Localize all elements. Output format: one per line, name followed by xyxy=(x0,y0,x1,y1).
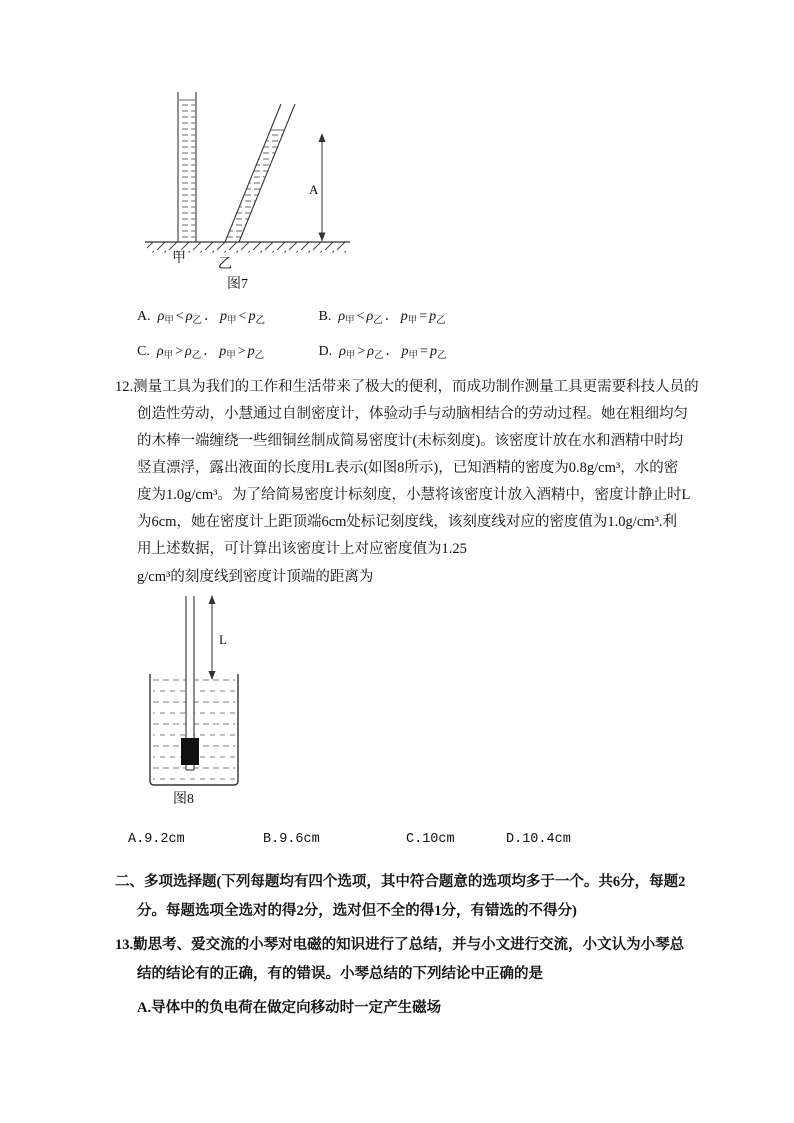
option-label: C. xyxy=(137,344,150,359)
option-label: A. xyxy=(137,309,151,324)
option-formula: $\rho_甲 < \rho_乙$ ． $p_甲 < p_乙$ xyxy=(157,309,265,326)
q12-line: 的木棒一端缠绕一些细铜丝制成简易密度计(未标刻度)。该密度计放在水和酒精中时均 xyxy=(137,433,684,449)
meter-length-label: L xyxy=(219,632,227,647)
ballast-weight xyxy=(181,738,199,765)
q12-line: 度为1.0g/cm³。为了给简易密度计标刻度，小慧将该密度计放入酒精中，密度计静止时L xyxy=(137,487,691,503)
option-formula: $\rho_甲 > \rho_乙$ ． $p_甲 = p_乙$ xyxy=(339,344,447,361)
option-formula: $\rho_甲 < \rho_乙$ ． $p_甲 = p_乙$ xyxy=(338,309,446,326)
section-2-line: 二、多项选择题(下列每题均有四个选项，其中符合题意的选项均多于一个。共6分，每题2 xyxy=(115,874,686,890)
q12-line: 12.测量工具为我们的工作和生活带来了极大的便利，而成功制作测量工具更需要科技人员的 xyxy=(115,379,699,395)
q12-line: 竖直漂浮，露出液面的长度用L表示(如图8所示)，已知酒精的密度为0.8g/cm³，水的密 xyxy=(137,460,679,476)
option-formula: $\rho_甲 > \rho_乙$ ． $p_甲 > p_乙$ xyxy=(156,344,265,361)
figure-8-caption: 图8 xyxy=(173,792,194,807)
q12-option-a: A.9.2cm xyxy=(128,832,185,847)
q12-options-row xyxy=(0,832,794,852)
q12-option-c: C.10cm xyxy=(406,832,455,847)
q12-option-b: B.9.6cm xyxy=(263,832,320,847)
question-13-text xyxy=(115,931,765,989)
q12-line: 用上述数据，可计算出该密度计上对应密度值为1.25 xyxy=(137,541,467,557)
label-jia: 甲 xyxy=(172,251,186,266)
q11-options-row-2 xyxy=(137,340,497,361)
option-label: B. xyxy=(318,309,332,324)
question-12-text xyxy=(115,374,755,563)
q13-line: 结的结论有的正确，有的错误。小琴总结的下列结论中正确的是 xyxy=(137,966,543,982)
q13-line: 13.勤思考、爱交流的小琴对电磁的知识进行了总结，并与小文进行交流，小文认为小琴总 xyxy=(115,937,685,953)
q11-option-d xyxy=(319,340,497,361)
q12-option-d: D.10.4cm xyxy=(506,832,571,847)
label-yi: 乙 xyxy=(218,257,232,272)
q11-option-b xyxy=(319,305,497,326)
figure-7-drawing xyxy=(145,90,355,295)
q12-line: 为6cm，她在密度计上距顶端6cm处标记刻度线，该刻度线对应的密度值为1.0g/cm³.利 xyxy=(137,514,678,530)
q11-option-c xyxy=(137,340,315,361)
section-2-header xyxy=(115,868,765,926)
figure-7 xyxy=(145,90,355,300)
section-2-line: 分。每题选项全选对的得2分，选对但不全的得1分，有错选的不得分) xyxy=(137,903,577,919)
q11-options-row-1 xyxy=(137,305,497,326)
q13-option-a: A.导体中的负电荷在做定向移动时一定产生磁场 xyxy=(137,1000,442,1016)
tube-jia xyxy=(178,92,196,242)
figure-7-caption: 图7 xyxy=(227,277,248,292)
figure-8 xyxy=(140,592,265,812)
q12-line: 创造性劳动，小慧通过自制密度计，体验动手与动脑相结合的劳动过程。她在粗细均匀 xyxy=(137,406,688,422)
q11-option-a xyxy=(137,305,315,326)
option-label: D. xyxy=(318,344,333,359)
tube-yi xyxy=(225,104,295,242)
arrow-label-a: A xyxy=(309,182,319,197)
height-arrow xyxy=(309,133,326,242)
q12-tail-line: g/cm³的刻度线到密度计顶端的距离为 xyxy=(137,569,374,585)
figure-8-drawing xyxy=(140,592,265,807)
length-arrow xyxy=(209,595,228,680)
